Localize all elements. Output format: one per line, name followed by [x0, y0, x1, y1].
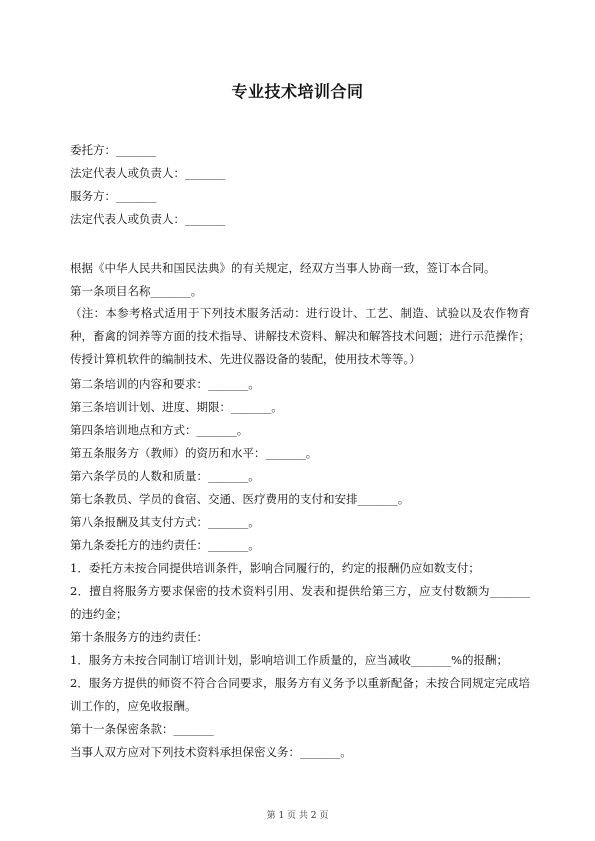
article-2: 第二条培训的内容和要求：_______。: [70, 377, 260, 391]
intro-paragraph: 根据《中华人民共和国民法典》的有关规定，经双方当事人协商一致，签订本合同。: [70, 261, 496, 275]
party-client-representative: 法定代表人或负责人：_______: [70, 166, 226, 180]
article-11-text: 当事人双方应对下列技术资料承担保密义务：_______。: [70, 745, 352, 759]
article-6: 第六条学员的人数和质量：_______。: [70, 469, 260, 483]
article-4: 第四条培训地点和方式：_______。: [70, 423, 249, 437]
document-title: 专业技术培训合同: [231, 82, 364, 101]
page-footer: 第 1 页 共 2 页: [266, 811, 329, 821]
article-9-clause-2: 2．擅自将服务方要求保密的技术资料引用、发表和提供给第三方，应支付数额为_______的违约金；: [70, 584, 530, 622]
article-1-note: （注：本参考格式适用于下列技术服务活动：进行设计、工艺、制造、试验以及农作物育种，畜禽的饲养等方面的技术指导、讲解技术资料、解决和解答技术问题；进行示范操作；传授计算机软件的编制技术、先进仪器设备的装配，使用技术等等。）: [70, 306, 530, 367]
article-8: 第八条报酬及其支付方式：_______。: [70, 515, 260, 529]
party-service-representative: 法定代表人或负责人：_______: [70, 212, 226, 226]
party-service: 服务方：_______: [70, 189, 157, 203]
article-5: 第五条服务方（教师）的资历和水平：_______。: [70, 446, 318, 460]
article-9-clause-1: 1．委托方未按合同提供培训条件，影响合同履行的，约定的报酬仍应如数支付；: [70, 561, 480, 575]
article-9: 第九条委托方的违约责任：_______。: [70, 538, 260, 552]
article-10-clause-2: 2．服务方提供的师资不符合合同要求，服务方有义务予以重新配备；未按合同规定完成培训工作的，应免收报酬。: [70, 676, 530, 714]
article-7: 第七条教员、学员的食宿、交通、医疗费用的支付和安排_______。: [70, 492, 410, 506]
article-10-clause-1: 1．服务方未按合同制订培训计划，影响培训工作质量的，应当减收_______%的报酬；: [70, 653, 508, 667]
party-client: 委托方：_______: [70, 143, 157, 157]
article-1: 第一条项目名称_______。: [70, 284, 203, 298]
article-11: 第十一条保密条款：_______: [70, 722, 214, 736]
article-10: 第十条服务方的违约责任：: [70, 630, 208, 644]
article-3: 第三条培训计划、进度、期限：_______。: [70, 400, 283, 414]
